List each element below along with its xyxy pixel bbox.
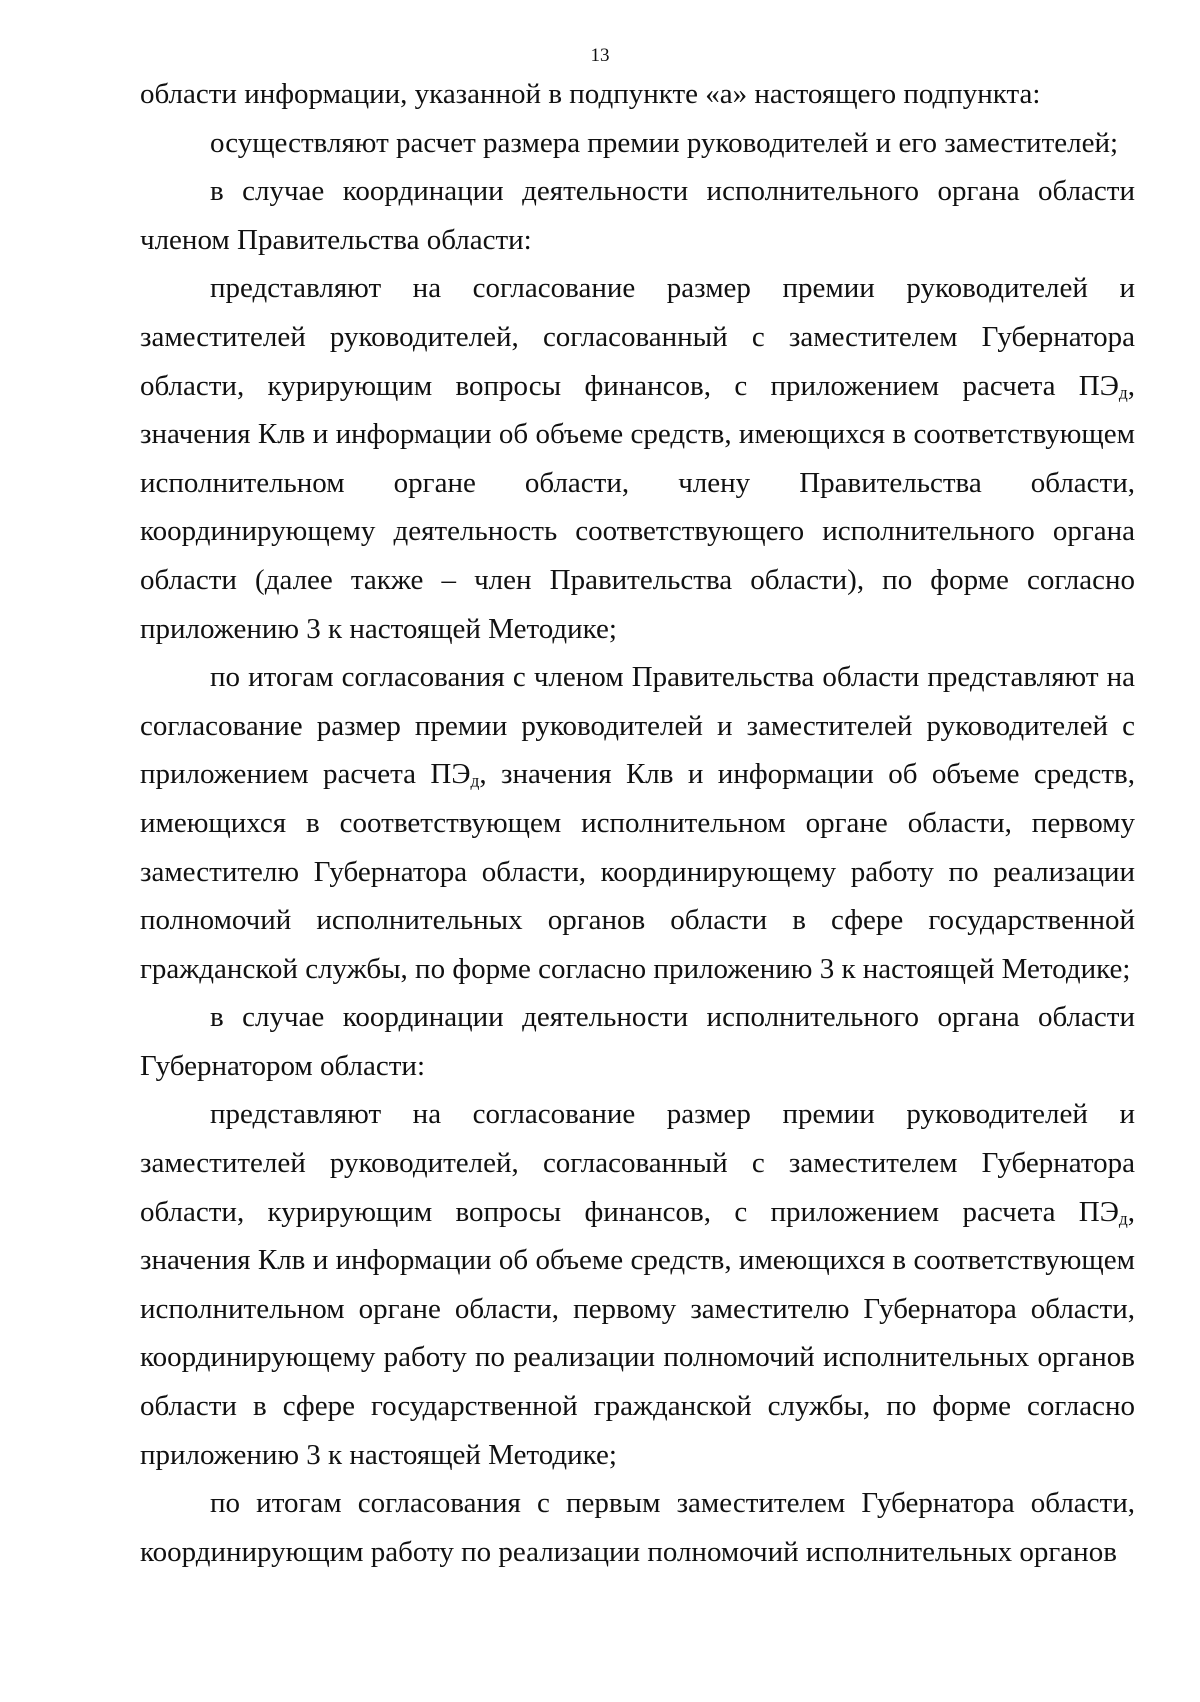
paragraph-1: области информации, указанной в подпункте «а» настоящего подпункта: bbox=[140, 78, 1041, 110]
subscript-d: д bbox=[1118, 382, 1128, 403]
paragraph-4-text-a: представляют на согласование размер премии руководителей и заместителей руководителей, согласованный с заместителем Губернатора области, курирующим вопросы финансов, с приложением расчета ПЭ bbox=[140, 272, 1135, 402]
paragraph-4 bbox=[140, 264, 1135, 653]
document-body bbox=[140, 70, 1135, 1576]
paragraph-5-text-a: по итогам согласования с членом Правительства области представляют на согласование размер премии руководителей и заместителей руководителей с приложением расчета ПЭ bbox=[140, 661, 1135, 791]
paragraph-3: в случае координации деятельности исполнительного органа области членом Правительства области: bbox=[140, 175, 1135, 256]
subscript-d: д bbox=[1118, 1208, 1128, 1229]
page-number: 13 bbox=[590, 45, 610, 66]
paragraph-7-text-a: представляют на согласование размер премии руководителей и заместителей руководителей, согласованный с заместителем Губернатора области, курирующим вопросы финансов, с приложением расчета ПЭ bbox=[140, 1098, 1135, 1228]
paragraph-2: осуществляют расчет размера премии руководителей и его заместителей; bbox=[210, 126, 1119, 159]
paragraph-6: в случае координации деятельности исполнительного органа области Губернатором области: bbox=[140, 1001, 1135, 1082]
paragraph-5 bbox=[140, 653, 1135, 993]
paragraph-7 bbox=[140, 1090, 1135, 1479]
paragraph-5-text-b: , значения Клв и информации об объеме средств, имеющихся в соответствующем исполнительном органе области, первому заместителю Губернатора области, координирующему работу по реализации полномочий исполнительных органов области в сфере государственной гражданской службы, по форме согласно приложению 3 к настоящей Методике; bbox=[140, 758, 1135, 985]
paragraph-8: по итогам согласования с первым заместителем Губернатора области, координирующим работу по реализации полномочий исполнительных органов bbox=[140, 1487, 1135, 1568]
paragraph-7-text-b: , значения Клв и информации об объеме средств, имеющихся в соответствующем исполнительном органе области, первому заместителю Губернатора области, координирующему работу по реализации полномочий исполнительных органов области в сфере государственной гражданской службы, по форме согласно приложению 3 к настоящей Методике; bbox=[140, 1195, 1135, 1471]
paragraph-4-text-b: , значения Клв и информации об объеме средств, имеющихся в соответствующем исполнительном органе области, члену Правительства области, координирующему деятельность соответствующего исполнительного органа области (далее также – член Правительства области), по форме согласно приложению 3 к настоящей Методике; bbox=[140, 369, 1135, 645]
subscript-d: д bbox=[470, 770, 480, 791]
